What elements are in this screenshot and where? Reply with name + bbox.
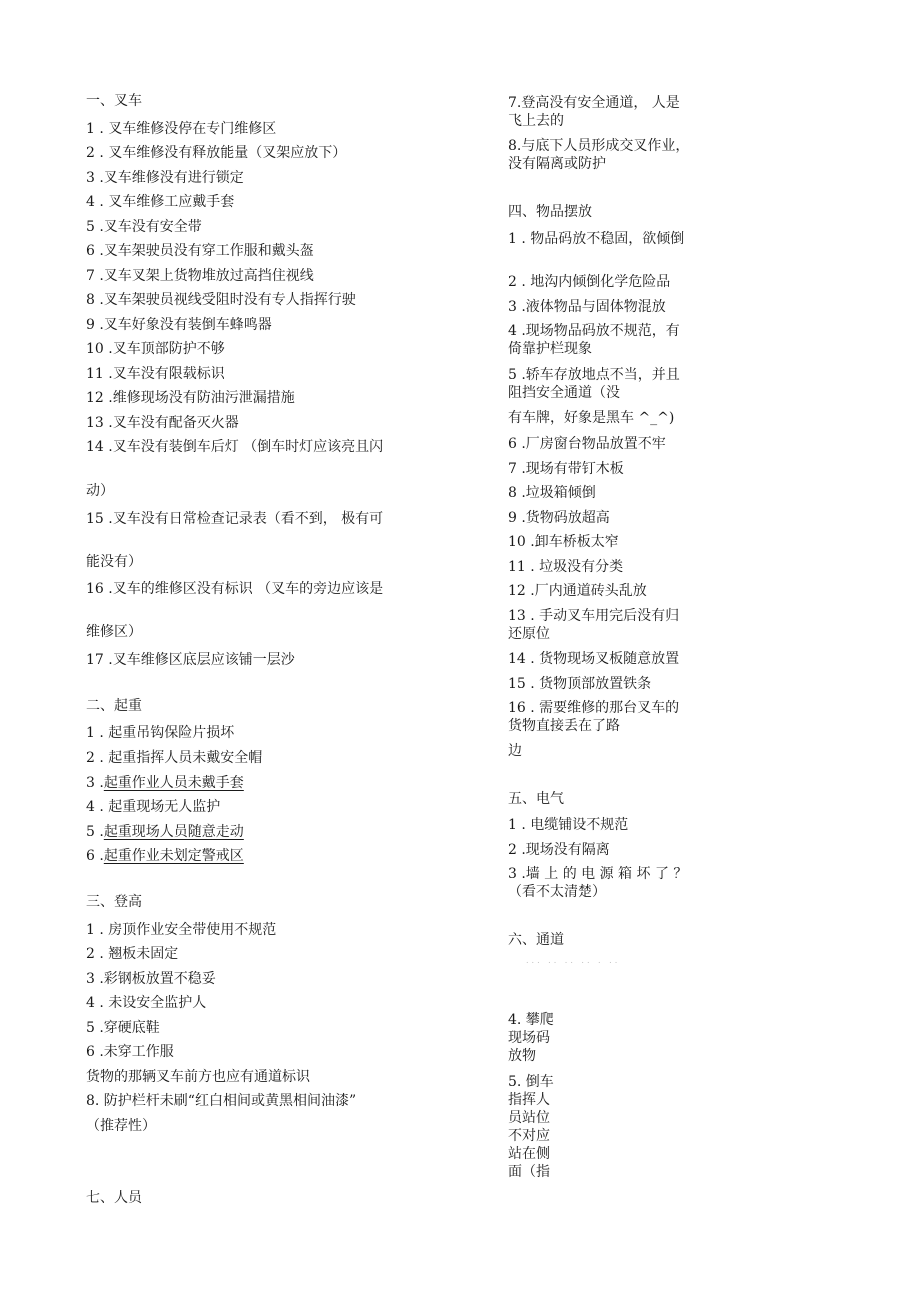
list-item: 15 .叉车没有日常检查记录表（看不到， 极有可 [86,511,384,527]
list-item: 4 .现场物品码放不规范，有倚靠护栏现象 [508,323,680,357]
item-number: 3 . [86,775,104,791]
list-item: 14 . 货物现场叉板随意放置 [508,651,680,667]
list-item: 7 .现场有带钉木板 [508,461,624,477]
list-item: 2 . 地沟内倾倒化学危险品 [508,274,671,290]
list-item-continuation: 维修区） [86,624,142,640]
list-item: 12 .厂内通道砖头乱放 [508,583,647,599]
section-title-passage: 六、通道 [508,932,564,948]
list-item: 8 .垃圾箱倾倒 [508,485,596,501]
list-item: 9 .叉车好象没有装倒车蜂鸣器 [86,317,272,333]
list-item [86,823,244,841]
list-item: 15 . 货物顶部放置铁条 [508,676,652,692]
list-item: 2 . 叉车维修没有释放能量（叉架应放下） [86,145,347,161]
underlined-text: 起重现场人员随意走动 [103,824,244,840]
list-item: 4. 攀爬现场码放物 [508,1012,554,1064]
list-item: 8 .叉车架驶员视线受阻时没有专人指挥行驶 [86,292,356,308]
list-item: 5 .穿硬底鞋 [86,1020,160,1036]
list-item: 6 .厂房窗台物品放置不牢 [508,436,666,452]
list-item: 8.与底下人员形成交叉作业，没有隔离或防护 [508,138,690,172]
list-item [86,847,244,865]
list-item: 1 . 房顶作业安全带使用不规范 [86,922,277,938]
list-item: 13 .叉车没有配备灭火器 [86,415,239,431]
list-item: 4 . 叉车维修工应戴手套 [86,194,235,210]
list-item: 1 . 叉车维修没停在专门维修区 [86,121,277,137]
list-item: 5. 倒车指挥人员站位不对应站在侧面（指 [508,1074,554,1180]
list-item: 1 . 物品码放不稳固，欲倾倒 [508,231,685,247]
list-item: 5 .轿车存放地点不当，并且阻挡安全通道（没 [508,367,680,401]
list-item: 2 . 翘板未固定 [86,946,179,962]
list-item: 17 .叉车维修区底层应该铺一层沙 [86,652,295,668]
list-item: 8. 防护栏杆未刷“红白相间或黄黑相间油漆” [86,1093,357,1109]
list-item-continuation: 动） [86,483,114,499]
list-item: 3 .叉车维修没有进行锁定 [86,170,244,186]
list-item: 12 .维修现场没有防油污泄漏措施 [86,390,295,406]
list-item: 14 .叉车没有装倒车后灯 （倒车时灯应该亮且闪 [86,439,384,455]
list-item: 11 .叉车没有限载标识 [86,366,225,382]
list-item: 10 .卸车桥板太窄 [508,534,619,550]
list-item: 5 .叉车没有安全带 [86,219,202,235]
list-item: 3 .墙 上 的 电 源 箱 坏 了 ？ （看不太清楚） [508,866,688,900]
list-item-continuation: 能没有） [86,554,142,570]
faint-text-remnant: ... .. .. .. . .. [526,956,621,965]
section-title-height-work: 三、登高 [86,894,142,910]
list-item: 7.登高没有安全通道， 人是飞上去的 [508,95,680,129]
section-title-personnel: 七、人员 [86,1190,142,1206]
list-item: 3 .彩钢板放置不稳妥 [86,971,216,987]
section-title-lifting: 二、起重 [86,698,142,714]
list-item: 3 .液体物品与固体物混放 [508,299,666,315]
list-item: 2 . 起重指挥人员未戴安全帽 [86,750,263,766]
section-title-storage: 四、物品摆放 [508,204,592,220]
list-item: 4 . 未设安全监护人 [86,995,207,1011]
item-number: 5 . [86,824,104,840]
list-item-continuation: 边 [508,743,522,759]
list-item: 9 .货物码放超高 [508,510,610,526]
section-title-forklift: 一、叉车 [86,93,142,109]
list-item: 16 .叉车的维修区没有标识 （叉车的旁边应该是 [86,581,384,597]
list-item: 2 .现场没有隔离 [508,842,610,858]
underlined-text: 起重作业未划定警戒区 [103,848,244,864]
list-item: 1 . 起重吊钩保险片损坏 [86,725,235,741]
list-item: 7 .叉车叉架上货物堆放过高挡住视线 [86,268,314,284]
item-number: 6 . [86,848,104,864]
list-item: 10 .叉车顶部防护不够 [86,341,225,357]
list-item: 6 .未穿工作服 [86,1044,174,1060]
list-item: 11 . 垃圾没有分类 [508,559,624,575]
list-item-continuation: 有车牌，好象是黑车 ^_^) [508,410,675,426]
list-item: 13 . 手动叉车用完后没有归还原位 [508,608,680,642]
list-item: 1 . 电缆铺设不规范 [508,817,629,833]
list-item [86,774,244,792]
list-item: 6 .叉车架驶员没有穿工作服和戴头盔 [86,243,314,259]
list-item: 4 . 起重现场无人监护 [86,799,221,815]
list-item: 货物的那辆叉车前方也应有通道标识 [86,1069,310,1085]
list-item-continuation: （推荐性） [86,1118,156,1134]
list-item: 16 . 需要维修的那台叉车的货物直接丢在了路 [508,700,680,734]
section-title-electrical: 五、电气 [508,791,564,807]
underlined-text: 起重作业人员未戴手套 [103,775,244,791]
